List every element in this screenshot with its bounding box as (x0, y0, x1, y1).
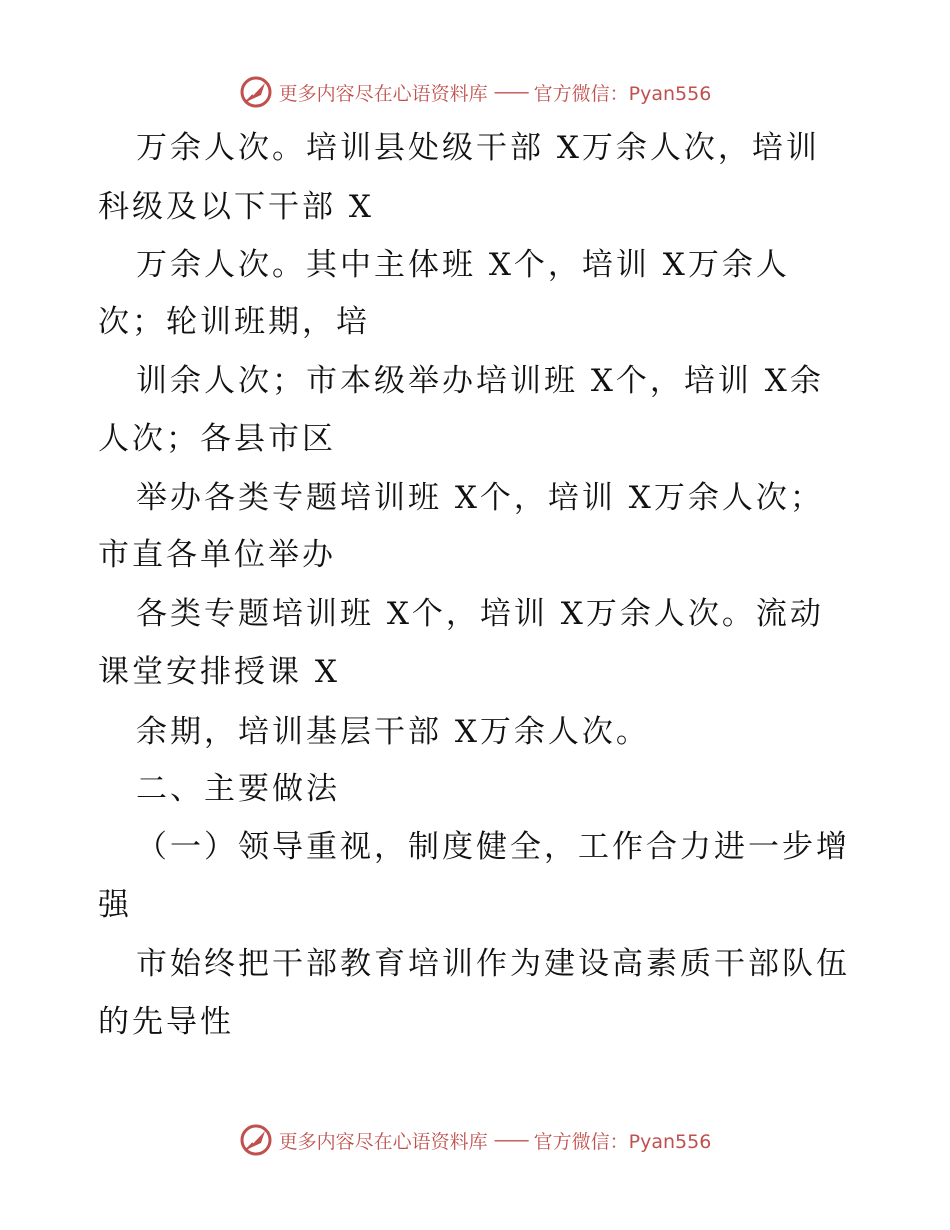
watermark-dash: —— (493, 1129, 528, 1151)
text-line: 人次；各县市区 (98, 421, 336, 457)
watermark-wechat-text: 官方微信：Pyan556 (533, 1130, 712, 1153)
section-heading: 二、主要做法 (136, 771, 340, 807)
text-line: 万余人次。其中主体班 X个，培训 X万余人 (136, 247, 790, 283)
header-watermark (0, 72, 950, 112)
text-line: 万余人次。培训县处级干部 X万余人次，培训 (136, 130, 820, 166)
text-line: 余期，培训基层干部 X万余人次。 (136, 714, 650, 750)
text-line: 市始终把干部教育培训作为建设高素质干部队伍 (136, 946, 850, 982)
footer-watermark (0, 1120, 950, 1160)
text-line: 市直各单位举办 (98, 537, 336, 573)
text-line: 训余人次；市本级举办培训班 X个，培训 X余 (136, 363, 824, 399)
text-line: 课堂安排授课 X (98, 654, 340, 690)
text-line: 各类专题培训班 X个，培训 X万余人次。流动 (136, 596, 824, 632)
subsection-heading-cont: 强 (98, 887, 132, 923)
watermark-main-text: 更多内容尽在心语资料库 (278, 82, 488, 105)
watermark-dash: —— (493, 81, 528, 103)
text-line: 次；轮训班期，培 (98, 304, 370, 340)
quill-logo-icon (239, 1123, 273, 1157)
text-line: 的先导性 (98, 1004, 234, 1040)
subsection-heading: （一）领导重视，制度健全，工作合力进一步增 (136, 829, 850, 865)
text-line: 举办各类专题培训班 X个，培训 X万余人次； (136, 480, 824, 516)
watermark-main-text: 更多内容尽在心语资料库 (278, 1130, 488, 1153)
watermark-wechat-text: 官方微信：Pyan556 (533, 82, 712, 105)
text-line: 科级及以下干部 X (98, 189, 374, 225)
quill-logo-icon (239, 75, 273, 109)
